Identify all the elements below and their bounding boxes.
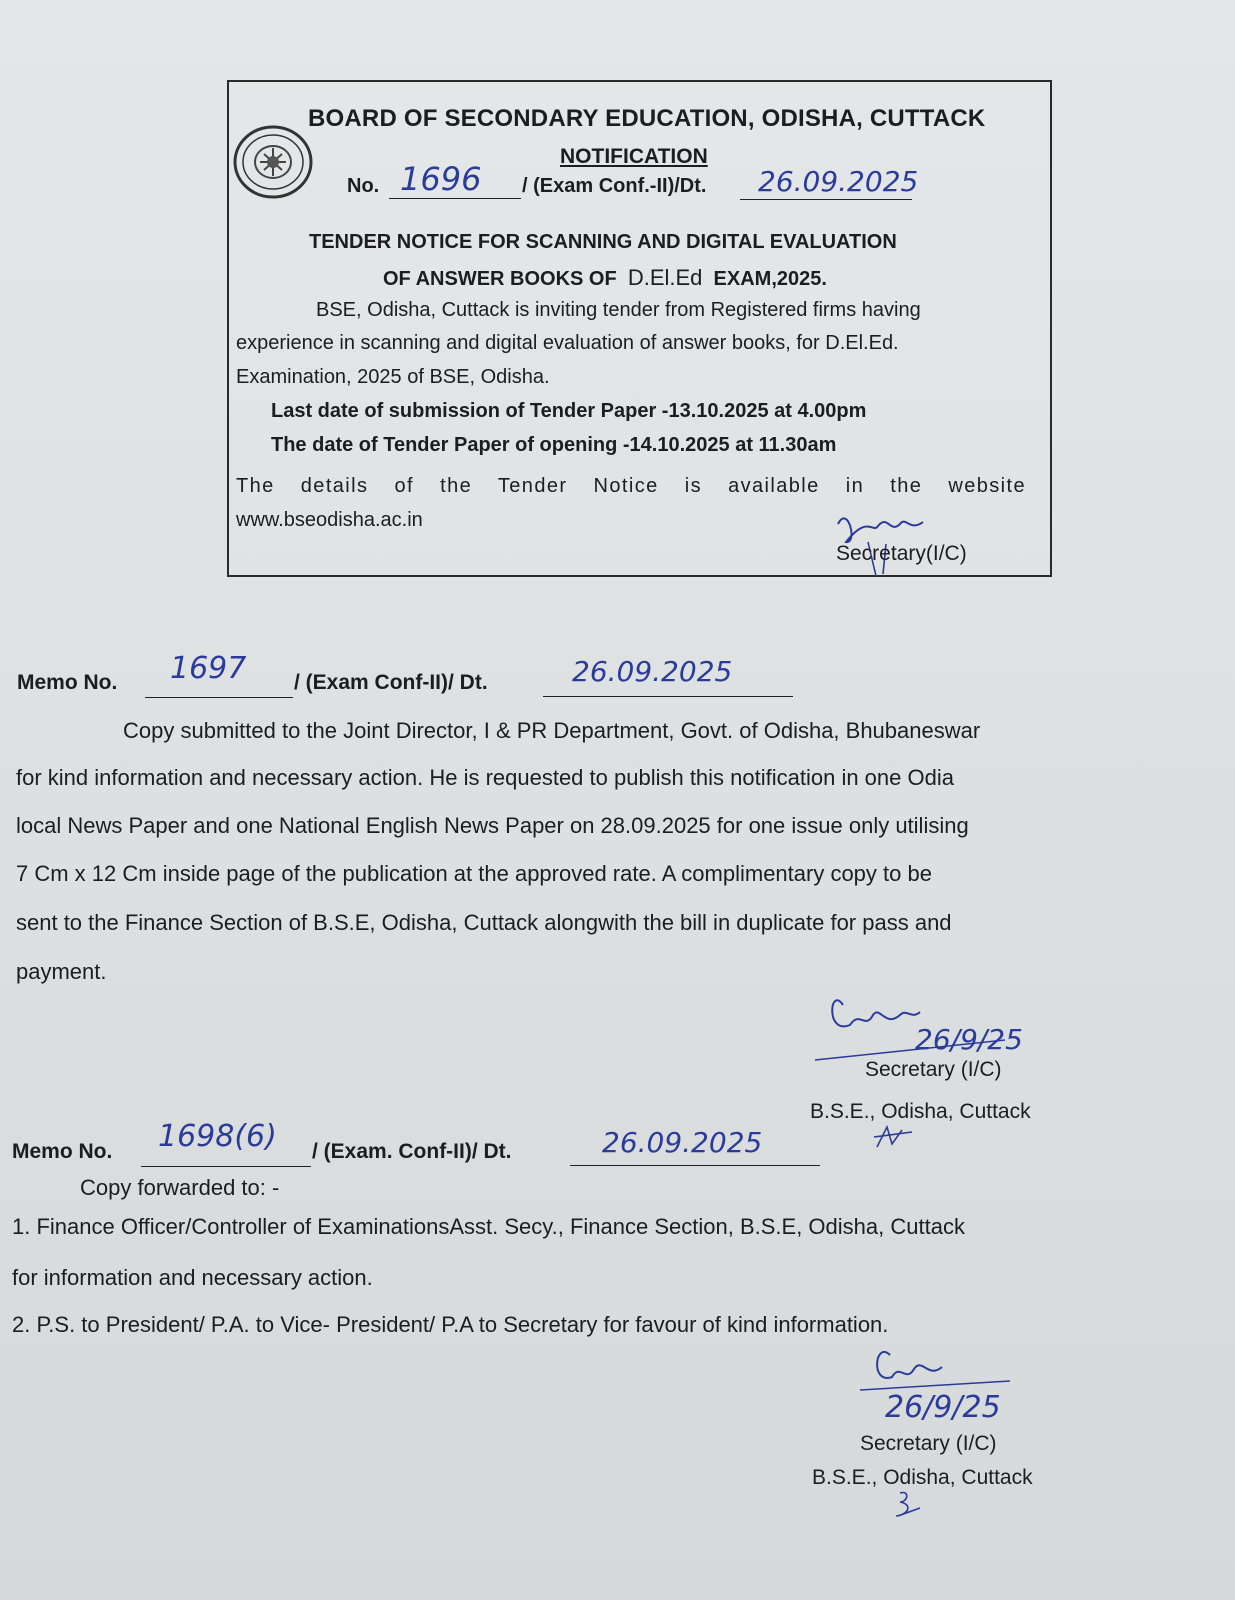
- forward-item-2: 2. P.S. to President/ P.A. to Vice- President/ P.A to Secretary for favour of kind information.: [12, 1312, 889, 1337]
- notification-heading: NOTIFICATION: [560, 145, 708, 168]
- memo2-secretary-label: Secretary (I/C): [860, 1432, 997, 1455]
- memo1-ref: / (Exam Conf-II)/ Dt.: [294, 671, 488, 694]
- initials-mark-2: [890, 1488, 930, 1524]
- memo1-line-5: sent to the Finance Section of B.S.E, Odisha, Cuttack alongwith the bill in duplicate for pass and: [16, 910, 952, 935]
- tender-title-line1: TENDER NOTICE FOR SCANNING AND DIGITAL EVALUATION: [309, 231, 897, 253]
- notification-ref: / (Exam Conf.-II)/Dt.: [522, 175, 707, 197]
- memo1-sign-date-handwritten: 26/9/25: [915, 1023, 1023, 1056]
- notification-date-handwritten: 26.09.2025: [758, 165, 919, 198]
- memo2-number-handwritten: 1698(6): [158, 1119, 277, 1154]
- initials-mark-1: [872, 1122, 922, 1152]
- copy-forwarded-label: Copy forwarded to: -: [80, 1175, 280, 1200]
- website-url: www.bseodisha.ac.in: [236, 509, 423, 531]
- last-submission-date: Last date of submission of Tender Paper -13.10.2025 at 4.00pm: [271, 400, 867, 422]
- forward-item-1: 1. Finance Officer/Controller of ExaminationsAsst. Secy., Finance Section, B.S.E, Odisha, Cuttack: [12, 1214, 965, 1239]
- website-info-line: The details of the Tender Notice is available in the website: [236, 475, 1026, 497]
- memo2-sign-date-handwritten: 26/9/25: [885, 1390, 1001, 1425]
- memo1-number-handwritten: 1697: [170, 651, 247, 686]
- notification-no-handwritten: 1696: [400, 160, 482, 198]
- tender-title-line2: OF ANSWER BOOKS OF D.El.Ed EXAM,2025.: [383, 265, 827, 290]
- memo1-line-6: payment.: [16, 959, 107, 984]
- memo1-office: B.S.E., Odisha, Cuttack: [810, 1100, 1031, 1123]
- board-title: BOARD OF SECONDARY EDUCATION, ODISHA, CUTTACK: [308, 105, 986, 132]
- memo1-line-2: for kind information and necessary action. He is requested to publish this notification in one Odia: [16, 765, 954, 790]
- memo1-line-4: 7 Cm x 12 Cm inside page of the publication at the approved rate. A complimentary copy to be: [16, 861, 932, 886]
- secretary-label-box: Secretary(I/C): [836, 542, 967, 565]
- notification-no-label: No.: [347, 175, 380, 197]
- board-seal-icon: [232, 124, 314, 200]
- memo1-line-3: local News Paper and one National English News Paper on 28.09.2025 for one issue only utilising: [16, 813, 969, 838]
- memo2-label: Memo No.: [12, 1140, 113, 1163]
- tender-body-line2: experience in scanning and digital evaluation of answer books, for D.El.Ed.: [236, 332, 899, 354]
- forward-item-1-cont: for information and necessary action.: [12, 1265, 373, 1290]
- memo1-date-handwritten: 26.09.2025: [572, 655, 733, 688]
- memo2-office: B.S.E., Odisha, Cuttack: [812, 1466, 1033, 1489]
- tender-body-line3: Examination, 2025 of BSE, Odisha.: [236, 366, 550, 388]
- memo2-ref: / (Exam. Conf-II)/ Dt.: [312, 1140, 512, 1163]
- memo1-label: Memo No.: [17, 671, 118, 694]
- tender-opening-date: The date of Tender Paper of opening -14.10.2025 at 11.30am: [271, 434, 837, 456]
- memo1-secretary-label: Secretary (I/C): [865, 1058, 1002, 1081]
- tender-body-line1: BSE, Odisha, Cuttack is inviting tender from Registered firms having: [316, 299, 921, 321]
- memo1-line-1: Copy submitted to the Joint Director, I & PR Department, Govt. of Odisha, Bhubaneswar: [123, 718, 981, 743]
- memo2-date-handwritten: 26.09.2025: [602, 1126, 763, 1159]
